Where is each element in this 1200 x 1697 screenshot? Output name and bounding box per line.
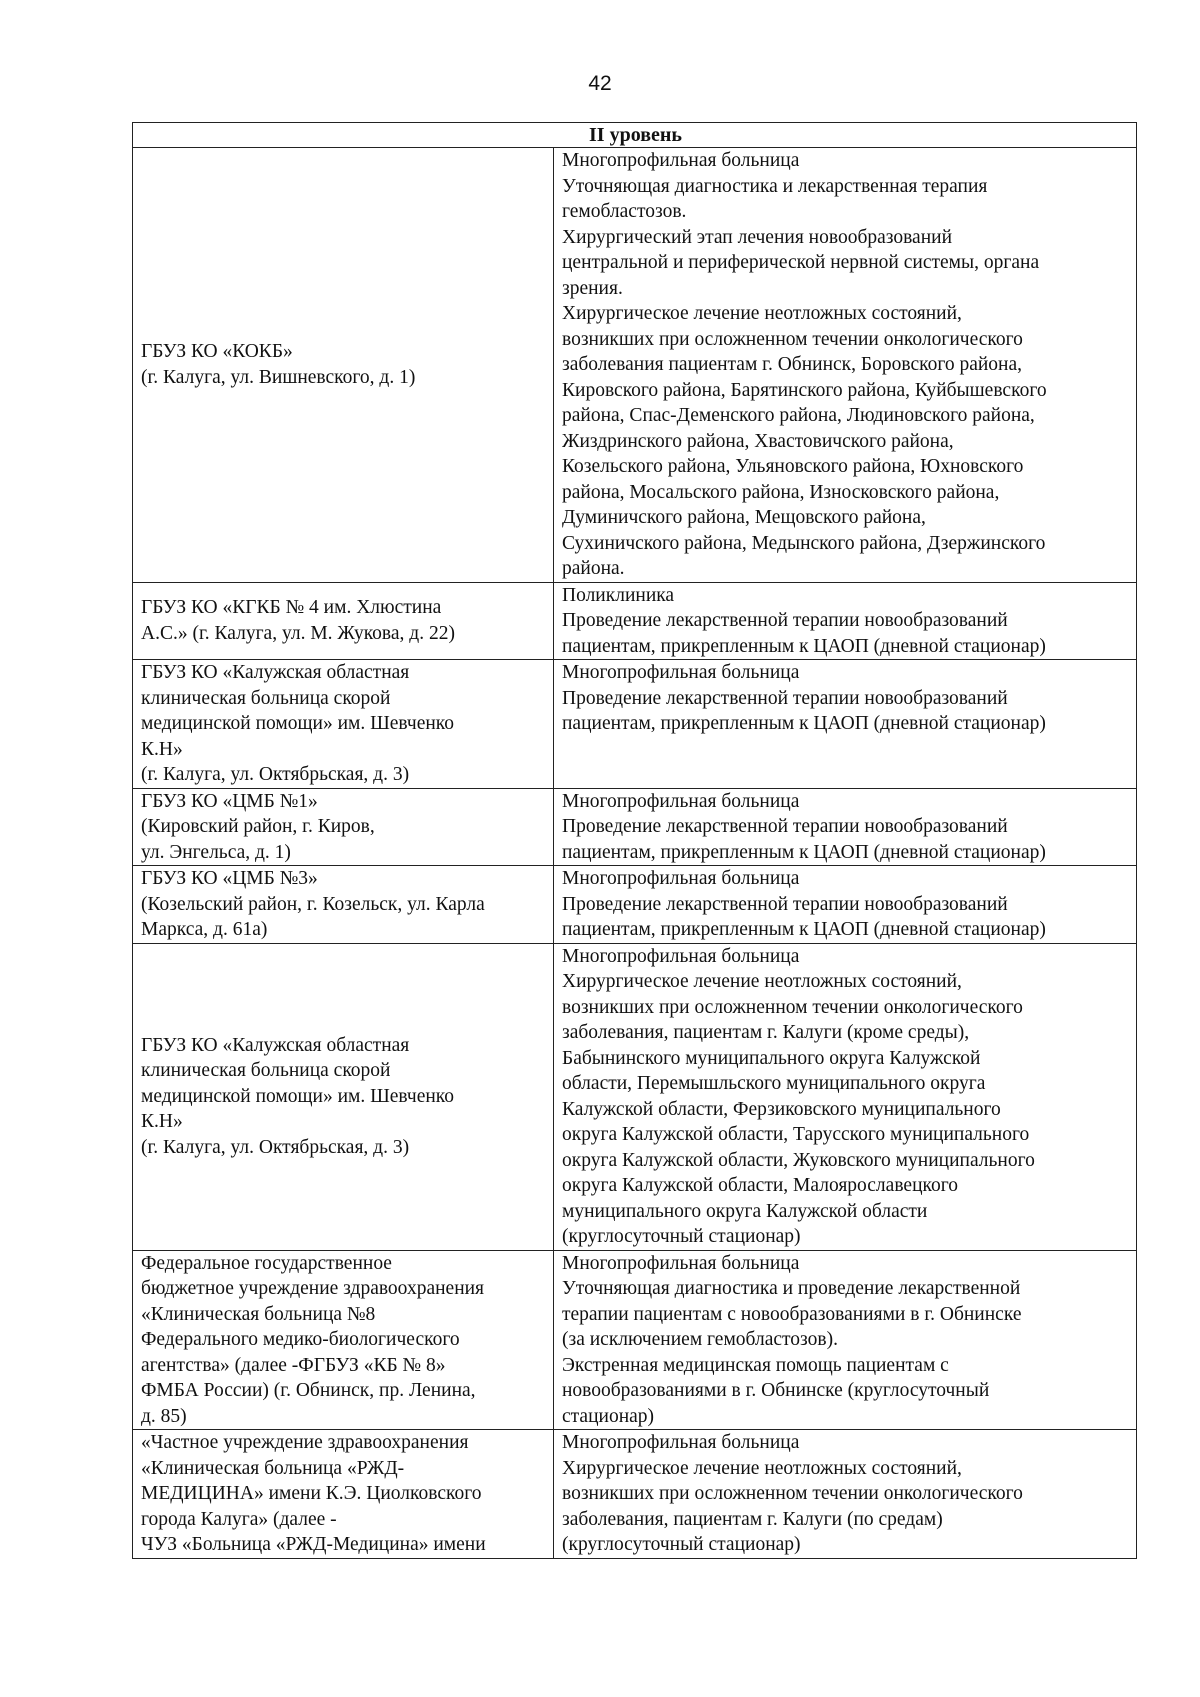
description-line: пациентам, прикрепленным к ЦАОП (дневной стационар) [562, 713, 1046, 734]
description-cell [554, 582, 1137, 660]
description-line: Многопрофильная больница [562, 1432, 800, 1453]
page-number: 42 [588, 72, 612, 95]
institution-cell [133, 866, 554, 944]
description-line: Проведение лекарственной терапии новообразований [562, 816, 1008, 837]
description-line: (круглосуточный стационар) [562, 1534, 801, 1555]
description-line: района. [562, 558, 625, 579]
level-header-row [133, 123, 1137, 148]
description-line: округа Калужской области, Тарусского муниципального [562, 1124, 1030, 1145]
table-body [133, 148, 1137, 1559]
level-header: II уровень [133, 123, 1137, 148]
institution-line: (г. Калуга, ул. Октябрьская, д. 3) [141, 1136, 410, 1158]
description-line: пациентам, прикрепленным к ЦАОП (дневной стационар) [562, 919, 1046, 940]
institution-line: «Клиническая больница №8 [141, 1303, 376, 1325]
table-row [133, 660, 1137, 789]
description-line: Уточняющая диагностика и проведение лекарственной [562, 1278, 1021, 1299]
description-line: Хирургическое лечение неотложных состояний, [562, 1457, 962, 1479]
institution-line: Маркса, д. 61а) [141, 919, 268, 940]
description-line: заболевания, пациентам г. Калуги (кроме среды), [562, 1022, 970, 1043]
description-line: Многопрофильная больница [562, 790, 800, 812]
description-line: Думиничского района, Мещовского района, [562, 507, 926, 528]
institution-line: агентства» (далее -ФГБУЗ «КБ № 8» [141, 1354, 446, 1376]
description-cell [554, 788, 1137, 866]
institution-line: города Калуга» (далее - [141, 1508, 337, 1530]
institution-line: ГБУЗ КО «Калужская областная [141, 1034, 410, 1056]
description-line: стационар) [562, 1405, 655, 1427]
institution-line: К.Н» [141, 738, 183, 760]
institution-line: Федеральное государственное [141, 1252, 392, 1274]
institution-cell [133, 1250, 554, 1430]
institution-line: (Козельский район, г. Козельск, ул. Карла [141, 893, 485, 915]
table-row [133, 1430, 1137, 1559]
table-row [133, 582, 1137, 660]
description-line: Многопрофильная больница [562, 945, 800, 967]
description-line: Козельского района, Ульяновского района, Юхновского [562, 456, 1024, 477]
description-line: (за исключением гемобластозов). [562, 1329, 838, 1350]
description-cell [554, 148, 1137, 583]
description-line: пациентам, прикрепленным к ЦАОП (дневной стационар) [562, 841, 1046, 863]
description-line: Многопрофильная больница [562, 1252, 800, 1274]
description-line: Бабынинского муниципального округа Калужской [562, 1047, 981, 1069]
institution-line: клиническая больница скорой [141, 1060, 391, 1082]
institution-line: ул. Энгельса, д. 1) [141, 841, 291, 863]
description-line: возникших при осложненном течении онкологического [562, 328, 1023, 350]
description-line: Многопрофильная больница [562, 662, 800, 683]
institution-line: ГБУЗ КО «ЦМБ №1» [141, 790, 318, 812]
description-line: Хирургическое лечение неотложных состояний, [562, 971, 962, 992]
description-line: Многопрофильная больница [562, 150, 800, 171]
institution-cell [133, 582, 554, 660]
institution-cell [133, 660, 554, 789]
institution-line: д. 85) [141, 1405, 187, 1427]
institution-line: (г. Калуга, ул. Октябрьская, д. 3) [141, 764, 410, 785]
institution-cell [133, 788, 554, 866]
description-line: Проведение лекарственной терапии новообразований [562, 893, 1008, 915]
institution-line: К.Н» [141, 1111, 183, 1133]
institution-line: ГБУЗ КО «ЦМБ №3» [141, 868, 318, 889]
description-line: зрения. [562, 277, 623, 299]
description-cell [554, 1250, 1137, 1430]
institution-line: ГБУЗ КО «КОКБ» [141, 341, 293, 363]
description-line: пациентам, прикрепленным к ЦАОП (дневной стационар) [562, 635, 1046, 657]
institution-line: (г. Калуга, ул. Вишневского, д. 1) [141, 366, 416, 388]
institution-line: ГБУЗ КО «КГКБ № 4 им. Хлюстина [141, 597, 442, 619]
institution-line: клиническая больница скорой [141, 687, 391, 709]
description-line: Проведение лекарственной терапии новообразований [562, 687, 1008, 709]
description-line: округа Калужской области, Жуковского муниципального [562, 1149, 1035, 1171]
description-cell [554, 660, 1137, 789]
description-line: района, Мосальского района, Износковского района, [562, 481, 1000, 503]
description-cell [554, 866, 1137, 944]
institution-cell [133, 943, 554, 1250]
description-line: заболевания пациентам г. Обнинск, Боровского района, [562, 354, 1023, 375]
institution-cell [133, 148, 554, 583]
description-line: гемобластозов. [562, 201, 687, 222]
table-row [133, 788, 1137, 866]
description-line: округа Калужской области, Малоярославецкого [562, 1175, 958, 1196]
table-row [133, 866, 1137, 944]
institution-line: ГБУЗ КО «Калужская областная [141, 662, 410, 683]
institution-line: медицинской помощи» им. Шевченко [141, 1085, 455, 1107]
institutions-table [132, 122, 1137, 1559]
description-line: возникших при осложненном течении онкологического [562, 1483, 1023, 1504]
description-line: новообразованиями в г. Обнинске (круглосуточный [562, 1380, 990, 1401]
description-cell [554, 943, 1137, 1250]
description-line: Поликлиника [562, 584, 675, 606]
institution-line: МЕДИЦИНА» имени К.Э. Циолковского [141, 1483, 482, 1504]
description-line: центральной и периферической нервной системы, органа [562, 252, 1040, 273]
institution-line: А.С.» (г. Калуга, ул. М. Жукова, д. 22) [141, 622, 455, 644]
description-line: Калужской области, Ферзиковского муниципального [562, 1098, 1001, 1120]
institution-line: ЧУЗ «Больница «РЖД-Медицина» имени [141, 1534, 486, 1555]
institution-line: (Кировский район, г. Киров, [141, 816, 375, 837]
institution-line: Федерального медико-биологического [141, 1329, 460, 1350]
description-line: области, Перемышльского муниципального округа [562, 1073, 986, 1094]
institution-line: медицинской помощи» им. Шевченко [141, 713, 455, 734]
institution-cell [133, 1430, 554, 1559]
description-line: района, Спас-Деменского района, Людиновского района, [562, 405, 1035, 426]
description-line: муниципального округа Калужской области [562, 1200, 928, 1222]
description-line: Жиздринского района, Хвастовичского района, [562, 430, 954, 452]
description-line: Уточняющая диагностика и лекарственная терапия [562, 175, 988, 197]
table-row [133, 1250, 1137, 1430]
description-line: возникших при осложненном течении онкологического [562, 996, 1023, 1018]
description-line: Экстренная медицинская помощь пациентам с [562, 1354, 949, 1376]
description-line: Многопрофильная больница [562, 868, 800, 889]
description-line: Проведение лекарственной терапии новообразований [562, 610, 1008, 631]
table-row [133, 148, 1137, 583]
institution-line: «Клиническая больница «РЖД- [141, 1457, 405, 1479]
description-line: Кировского района, Барятинского района, Куйбышевского [562, 379, 1047, 401]
institution-line: «Частное учреждение здравоохранения [141, 1432, 469, 1453]
institution-line: бюджетное учреждение здравоохранения [141, 1278, 485, 1299]
institution-line: ФМБА России) (г. Обнинск, пр. Ленина, [141, 1380, 476, 1401]
description-line: заболевания, пациентам г. Калуги (по средам) [562, 1508, 943, 1530]
table-row [133, 943, 1137, 1250]
description-line: Сухиничского района, Медынского района, Дзержинского [562, 532, 1046, 554]
description-cell [554, 1430, 1137, 1559]
description-line: Хирургическое лечение неотложных состояний, [562, 303, 962, 324]
description-line: терапии пациентам с новообразованиями в г. Обнинске [562, 1303, 1022, 1325]
description-line: Хирургический этап лечения новообразований [562, 226, 953, 248]
description-line: (круглосуточный стационар) [562, 1226, 801, 1247]
